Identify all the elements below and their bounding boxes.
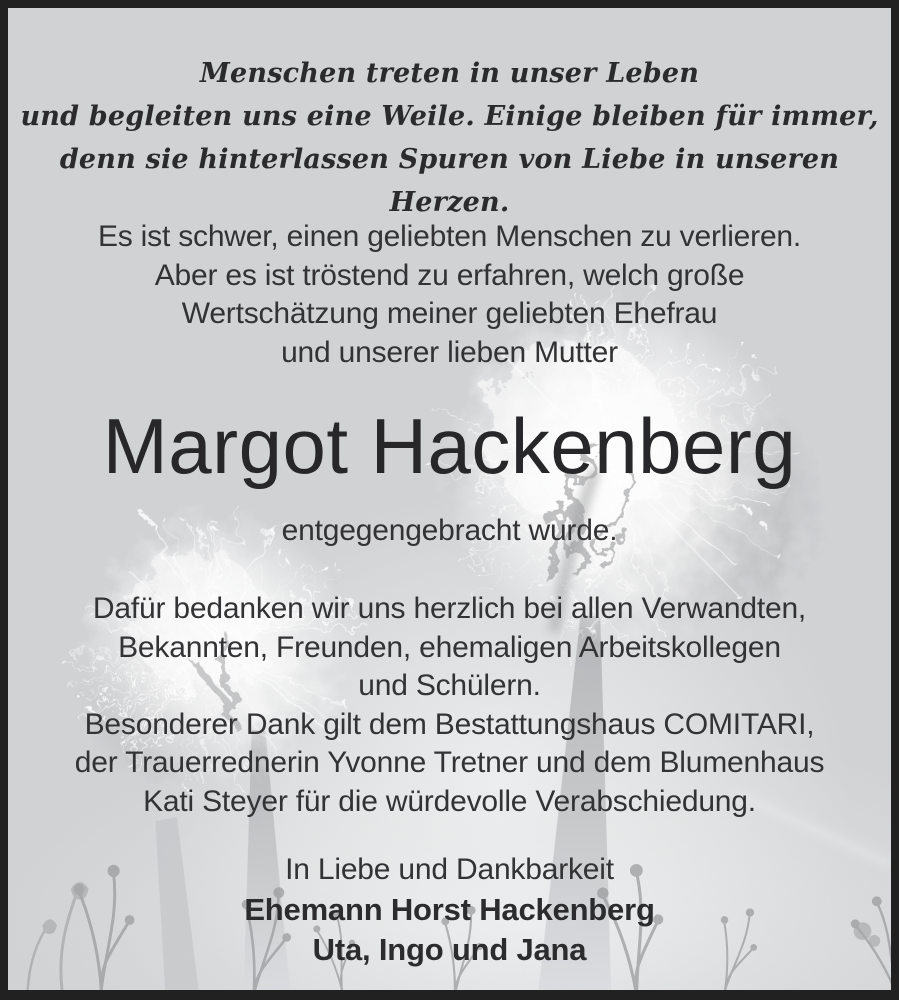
thanks-line: der Trauerrednerin Yvonne Tretner und dem Blumenhaus xyxy=(74,746,825,780)
intro-line: Aber es ist tröstend zu erfahren, welch große xyxy=(154,258,745,292)
intro-line: und unserer lieben Mutter xyxy=(281,335,618,369)
opening-verse xyxy=(8,52,891,224)
intro-line: Es ist schwer, einen geliebten Menschen zu verlieren. xyxy=(97,220,802,253)
verse-line: denn sie hinterlassen Spuren von Liebe in unseren Herzen. xyxy=(59,144,840,218)
verse-line: und begleiten uns eine Weile. Einige bleiben für immer, xyxy=(20,101,879,132)
after-name-line: entgegengebracht wurde. xyxy=(281,514,618,547)
mourner-children: Uta, Ingo und Jana xyxy=(312,932,587,967)
deceased-name: Margot Hackenberg xyxy=(102,402,797,490)
closing-block xyxy=(8,850,891,970)
intro-paragraph xyxy=(8,218,891,372)
thanks-line: Dafür bedanken wir uns herzlich bei allen Verwandten, xyxy=(92,592,807,625)
thanks-line: und Schülern. xyxy=(358,669,541,703)
intro-line: Wertschätzung meiner geliebten Ehefrau xyxy=(181,297,718,330)
thanks-paragraph xyxy=(8,590,891,822)
notice-frame xyxy=(8,8,891,990)
thanks-line: Kati Steyer für die würdevolle Verabschiedung. xyxy=(143,784,756,818)
notice-text xyxy=(8,8,891,990)
mourner-husband: Ehemann Horst Hackenberg xyxy=(244,892,655,927)
closing-sentiment: In Liebe und Dankbarkeit xyxy=(285,853,614,886)
thanks-line: Bekannten, Freunden, ehemaligen Arbeitskollegen xyxy=(118,630,781,664)
verse-line: Menschen treten in unser Leben xyxy=(199,58,700,89)
thanks-line: Besonderer Dank gilt dem Bestattungshaus COMITARI, xyxy=(84,707,815,741)
